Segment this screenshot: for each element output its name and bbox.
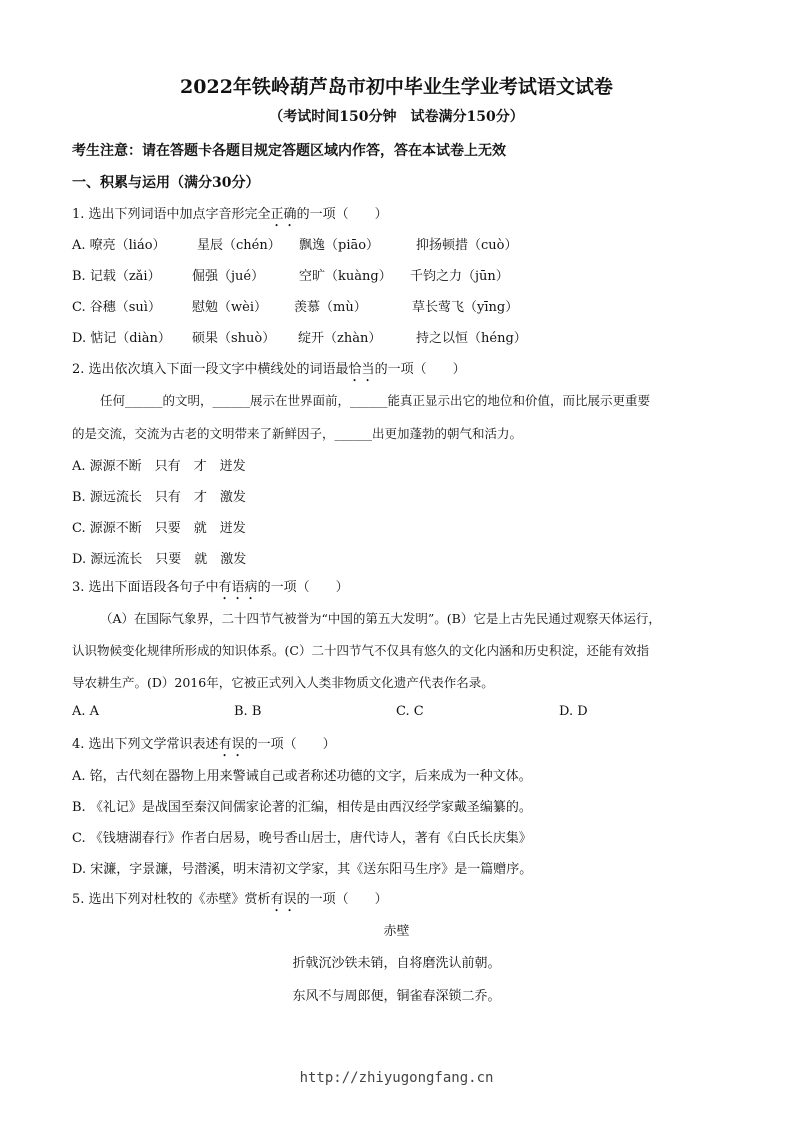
emphasis-text: 有误 xyxy=(270,892,297,907)
q3-passage-line: 认识物候变化规律所形成的知识体系。(C）二十四节气不仅具有悠久的文化内涵和历史积淀，还能有效指 xyxy=(72,643,649,658)
q4-option: A. 铭，古代刻在器物上用来警诫自己或者称述功德的文字，后来成为一种文体。 xyxy=(72,769,532,784)
q1-option-row: C. 谷穗（suì） 慰勉（wèi） 羡慕（mù） 草长莺飞（yīng） xyxy=(72,300,519,315)
emphasis-text: 恰当 xyxy=(348,362,375,377)
q2-passage-line: 任何______的文明，______展示在世界面前，______能真正显示出它的地位和价值，而比展示更重要 xyxy=(100,393,651,408)
footer-url-link[interactable]: http://zhiyugongfang.cn xyxy=(299,1070,494,1086)
section-heading: 一、积累与运用（满分30分） xyxy=(72,175,260,191)
q4-option: C. 《钱塘湖春行》作者白居易，晚号香山居士，唐代诗人，著有《白氏长庆集》 xyxy=(72,831,532,846)
question-4: 4. 选出下列文学常识表述有误的一项（ ） xyxy=(72,737,336,752)
emphasis-text: 有误 xyxy=(218,737,245,752)
exam-subtitle: （考试时间150分钟 试卷满分150分） xyxy=(269,109,524,125)
q3-option: D. D xyxy=(559,704,588,719)
q4-option: D. 宋濂，字景濂，号潜溪，明末清初文学家，其《送东阳马生序》是一篇赠序。 xyxy=(72,862,533,877)
q1-option-row: A. 嘹亮（liáo） 星辰（chén） 飘逸（piāo） 抑扬顿措（cuò） xyxy=(72,238,518,253)
poem-line: 折戟沉沙铁未销，自将磨洗认前朝。 xyxy=(292,956,501,971)
q2-option: C. 源源不断 只要 就 迸发 xyxy=(72,521,246,536)
exam-title: 2022年铁岭葫芦岛市初中毕业生学业考试语文试卷 xyxy=(180,76,613,98)
q1-option-row: D. 惦记（diàn） 硕果（shuò） 绽开（zhàn） 持之以恒（héng） xyxy=(72,331,527,346)
q1-option-row: B. 记载（zǎi） 倔强（jué） 空旷（kuàng） 千钧之力（jūn） xyxy=(72,269,509,284)
q4-option: B. 《礼记》是战国至秦汉间儒家论著的汇编，相传是由西汉经学家戴圣编纂的。 xyxy=(72,800,532,815)
poem-line: 东风不与周郎便，铜雀春深锁二乔。 xyxy=(292,989,501,1004)
question-5: 5. 选出下列对杜牧的《赤壁》赏析有误的一项（ ） xyxy=(72,892,388,907)
q3-option: C. C xyxy=(396,704,424,719)
question-3: 3. 选出下面语段各句子中有语病的一项（ ） xyxy=(72,580,349,595)
q3-option: B. B xyxy=(234,704,262,719)
q2-option: D. 源远流长 只要 就 激发 xyxy=(72,552,247,567)
q3-passage-line: （A）在国际气象界，二十四节气被誉为“中国的第五大发明”。(B）它是上古先民通过观察天体运行， xyxy=(100,611,661,626)
question-2: 2. 选出依次填入下面一段文字中横线处的词语最恰当的一项（ ） xyxy=(72,362,466,377)
poem-title: 赤壁 xyxy=(383,924,410,939)
question-1: 1. 选出下列词语中加点字音形完全正确的一项（ ） xyxy=(72,207,388,222)
emphasis-text: 正确 xyxy=(270,207,297,222)
emphasis-text: 有语病 xyxy=(218,580,258,595)
q2-option: B. 源远流长 只有 才 激发 xyxy=(72,490,246,505)
q3-option: A. A xyxy=(72,704,100,719)
q3-passage-line: 导农耕生产。(D）2016年，它被正式列入人类非物质文化遗产代表作名录。 xyxy=(72,675,494,690)
q2-passage-line: 的是交流，交流为古老的文明带来了新鲜因子，______出更加蓬勃的朝气和活力。 xyxy=(72,426,523,441)
q2-option: A. 源源不断 只有 才 迸发 xyxy=(72,459,246,474)
exam-notice: 考生注意：请在答题卡各题目规定答题区域内作答，答在本试卷上无效 xyxy=(72,143,506,159)
